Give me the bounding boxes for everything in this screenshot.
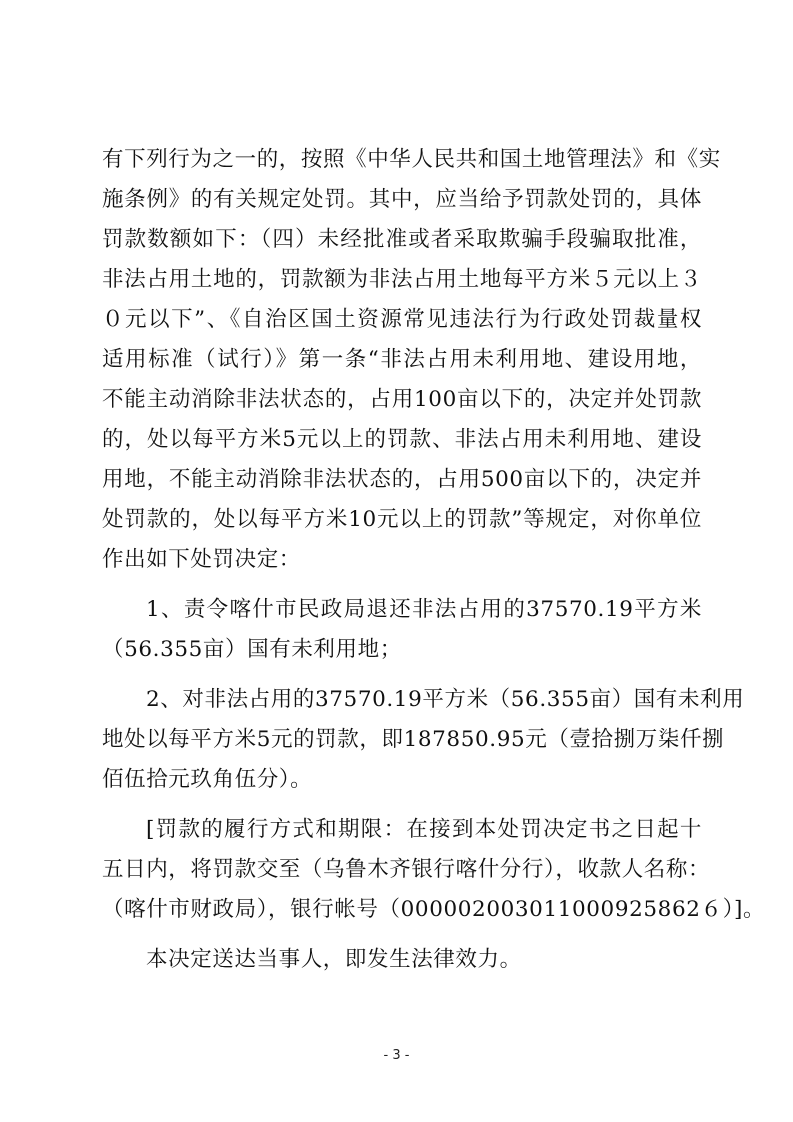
payment-terms-line: （喀什市财政局），银行帐号（000002003011000925862６）]。 — [102, 897, 766, 922]
payment-terms-line: 五日内，将罚款交至（乌鲁木齐银行喀什分行），收款人名称： — [102, 857, 711, 882]
paragraph-line: 的，处以每平方米5元以上的罚款、非法占用未利用地、建设 — [102, 427, 702, 452]
payment-terms-line: [罚款的履行方式和期限：在接到本处罚决定书之日起十 — [146, 817, 702, 842]
paragraph-line: 有下列行为之一的，按照《中华人民共和国土地管理法》和《实 — [102, 147, 721, 172]
effectiveness-line: 本决定送达当事人，即发生法律效力。 — [146, 947, 522, 972]
paragraph-line: 处罚款的，处以每平方米10元以上的罚款”等规定，对你单位 — [102, 507, 702, 532]
paragraph-line: 适用标准（试行）》第一条“非法占用未利用地、建设用地， — [102, 347, 702, 372]
decision-item-1-line: 1、责令喀什市民政局退还非法占用的37570.19平方米 — [146, 597, 702, 622]
decision-item-1-line: （56.355亩）国有未利用地； — [102, 637, 402, 662]
paragraph-line: 作出如下处罚决定： — [102, 547, 301, 572]
paragraph-line: 非法占用土地的，罚款额为非法占用土地每平方米５元以上３ — [102, 267, 702, 292]
decision-item-2-line: 地处以每平方米5元的罚款，即187850.95元（壹拾捌万柒仟捌 — [102, 727, 725, 752]
paragraph-line: 罚款数额如下：（四）未经批准或者采取欺骗手段骗取批准， — [102, 227, 702, 252]
paragraph-line: 用地，不能主动消除非法状态的，占用500亩以下的，决定并 — [102, 467, 702, 492]
paragraph-line: ０元以下”、《自治区国土资源常见违法行为行政处罚裁量权 — [102, 307, 702, 332]
decision-item-2-line: 2、对非法占用的37570.19平方米（56.355亩）国有未利用 — [146, 687, 745, 712]
paragraph-line: 不能主动消除非法状态的，占用100亩以下的，决定并处罚款 — [102, 387, 702, 412]
decision-item-2-line: 佰伍拾元玖角伍分）。 — [102, 767, 313, 792]
page-number: - 3 - — [383, 1048, 410, 1063]
paragraph-line: 施条例》的有关规定处罚。其中，应当给予罚款处罚的，具体 — [102, 187, 702, 212]
